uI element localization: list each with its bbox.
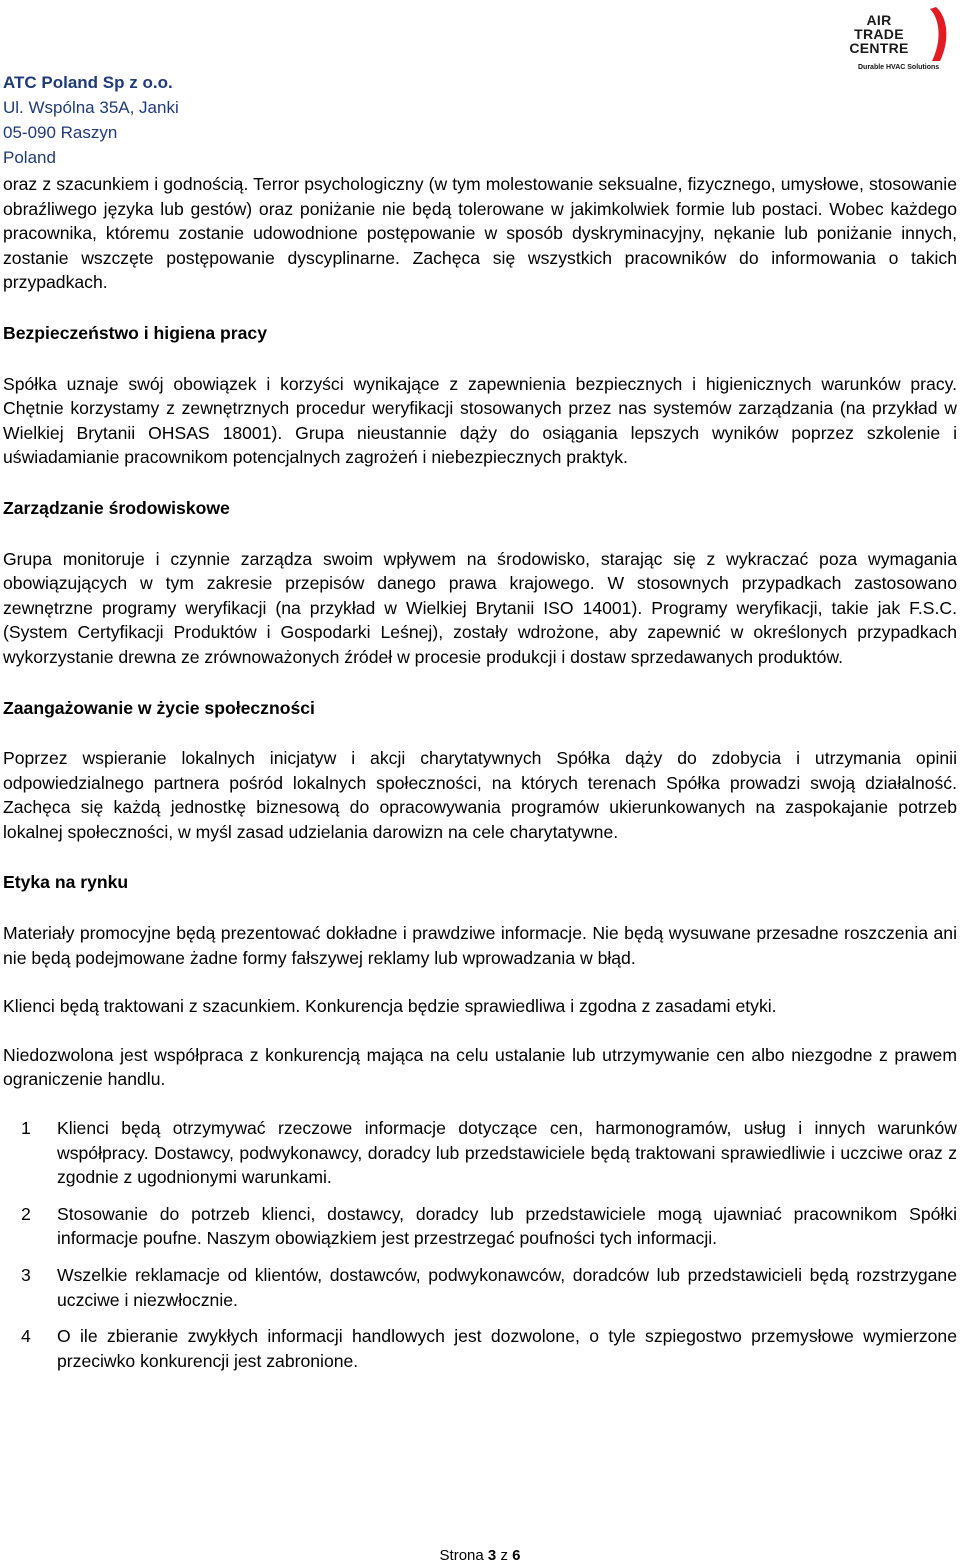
document-body — [3, 172, 957, 1373]
list-item — [3, 1263, 957, 1312]
logo-tagline: Durable HVAC Solutions — [858, 64, 940, 71]
list-item — [3, 1116, 957, 1190]
company-postal: 05-090 Raszyn — [3, 123, 118, 142]
ethics-paragraph-2: Klienci będą traktowani z szacunkiem. Konkurencja będzie sprawiedliwa i zgodna z zasadami etyki. — [3, 996, 777, 1017]
list-item — [3, 1324, 957, 1373]
company-logo — [840, 3, 955, 73]
page-footer — [0, 1546, 960, 1566]
intro-paragraph: oraz z szacunkiem i godnością. Terror psychologiczny (w tym molestowanie seksualne, fizycznego, umysłowe, stosowanie obraźliwego języka lub gestów) oraz poniżanie nie będą tolerowane w jakimkolwiek formie lub postaci. Wobec każdego pracownika, któremu zostanie udowodnione postępowanie w sposób dyskryminacyjny, nękanie lub poniżanie innych, zostanie wszczęte postępowanie dyscyplinarne. Zachęca się wszystkich pracowników do informowania o takich przypadkach. — [3, 174, 957, 293]
environment-paragraph: Grupa monitoruje i czynnie zarządza swoim wpływem na środowisko, starając się z wykraczać poza wymagania obowiązujących w tym zakresie przepisów danego prawa krajowego. W stosownych przypadkach zastosowano zewnętrzne programy weryfikacji (na przykład w Wielkiej Brytanii ISO 14001). Programy weryfikacji, takie jak F.S.C. (System Certyfikacji Produktów i Gospodarki Leśnej), zostały wdrożone, aby zapewnić w określonych przypadkach wykorzystanie drewna ze zrównoważonych źródeł w procesie produkcji i dostaw sprzedawanych produktów. — [3, 548, 957, 667]
list-item-number: 4 — [21, 1326, 31, 1347]
list-item-number: 2 — [21, 1203, 31, 1224]
company-street: Ul. Wspólna 35A, Janki — [3, 98, 179, 117]
safety-paragraph: Spółka uznaje swój obowiązek i korzyści wynikające z zapewnienia bezpiecznych i higienicznych warunków pracy. Chętnie korzystamy z zewnętrznych procedur weryfikacji stosowanych przez nas systemów zarządzania (na przykład w Wielkiej Brytanii OHSAS 18001). Grupa nieustannie dąży do osiągania lepszych wyników poprzez szkolenie i uświadamianie pracownikom potencjalnych zagrożeń i niebezpiecznych praktyk. — [3, 373, 957, 468]
ethics-paragraph-3: Niedozwolona jest współpraca z konkurencją mająca na celu ustalanie lub utrzymywanie cen albo niezgodne z prawem ograniczenie handlu. — [3, 1044, 957, 1090]
ethics-heading: Etyka na rynku — [3, 872, 129, 893]
logo-wordmark — [848, 13, 910, 55]
community-paragraph: Poprzez wspieranie lokalnych inicjatyw i akcji charytatywnych Spółka dąży do zdobycia i utrzymania opinii odpowiedzialnego partnera pośród lokalnych społeczności, na których terenach Spółka prowadzi swoją działalność. Zachęca się każdą jednostkę biznesową do opracowywania programów ukierunkowanych na zaspokajanie potrzeb lokalnej społeczności, w myśl zasad udzielania darowizn na cele charytatywne. — [3, 748, 957, 842]
list-item-text: O ile zbieranie zwykłych informacji handlowych jest dozwolone, o tyle szpiegostwo przemysłowe wymierzone przeciwko konkurencji jest zabronione. — [57, 1326, 957, 1371]
company-address-block — [3, 70, 179, 170]
total-pages-number: 6 — [512, 1547, 521, 1564]
ethics-paragraph-1: Materiały promocyjne będą prezentować dokładne i prawdziwe informacje. Nie będą wysuwane przesadne roszczenia ani nie będą podejmowane żadne formy fałszywej reklamy lub wprowadzania w błąd. — [3, 923, 957, 968]
list-item-number: 1 — [21, 1118, 31, 1139]
list-item-number: 3 — [21, 1265, 31, 1285]
safety-heading: Bezpieczeństwo i higiena pracy — [3, 322, 267, 343]
logo-word-centre: CENTRE — [849, 40, 909, 56]
community-heading: Zaangażowanie w życie społeczności — [3, 697, 315, 718]
list-item — [3, 1202, 957, 1251]
logo-word-air: AIR — [866, 12, 892, 28]
list-item-text: Stosowanie do potrzeb klienci, dostawcy, doradcy lub przedstawiciele mogą ujawniać pracownikom Spółki informacje poufne. Naszym obowiązkiem jest przestrzegać poufności tych informacji. — [57, 1203, 957, 1249]
environment-heading: Zarządzanie środowiskowe — [3, 497, 230, 518]
company-name: ATC Poland Sp z o.o. — [3, 73, 173, 92]
page-word: Strona — [439, 1547, 484, 1564]
ethics-numbered-list — [3, 1116, 957, 1373]
company-country: Poland — [3, 148, 56, 167]
list-item-text: Wszelkie reklamacje od klientów, dostawców, podwykonawców, doradców lub przedstawicieli będą rozstrzygane uczciwe i niezwłocznie. — [57, 1265, 957, 1310]
logo-word-trade: TRADE — [854, 26, 904, 42]
page-separator: z — [500, 1547, 508, 1564]
current-page-number: 3 — [487, 1547, 497, 1564]
list-item-text: Klienci będą otrzymywać rzeczowe informacje dotyczące cen, harmonogramów, usług i innych warunków współpracy. Dostawcy, podwykonawcy, doradcy lub przedstawiciele będą traktowani sprawiedliwie i uczciwe oraz z zgodnie z ugodnionymi warunkami. — [57, 1118, 957, 1188]
